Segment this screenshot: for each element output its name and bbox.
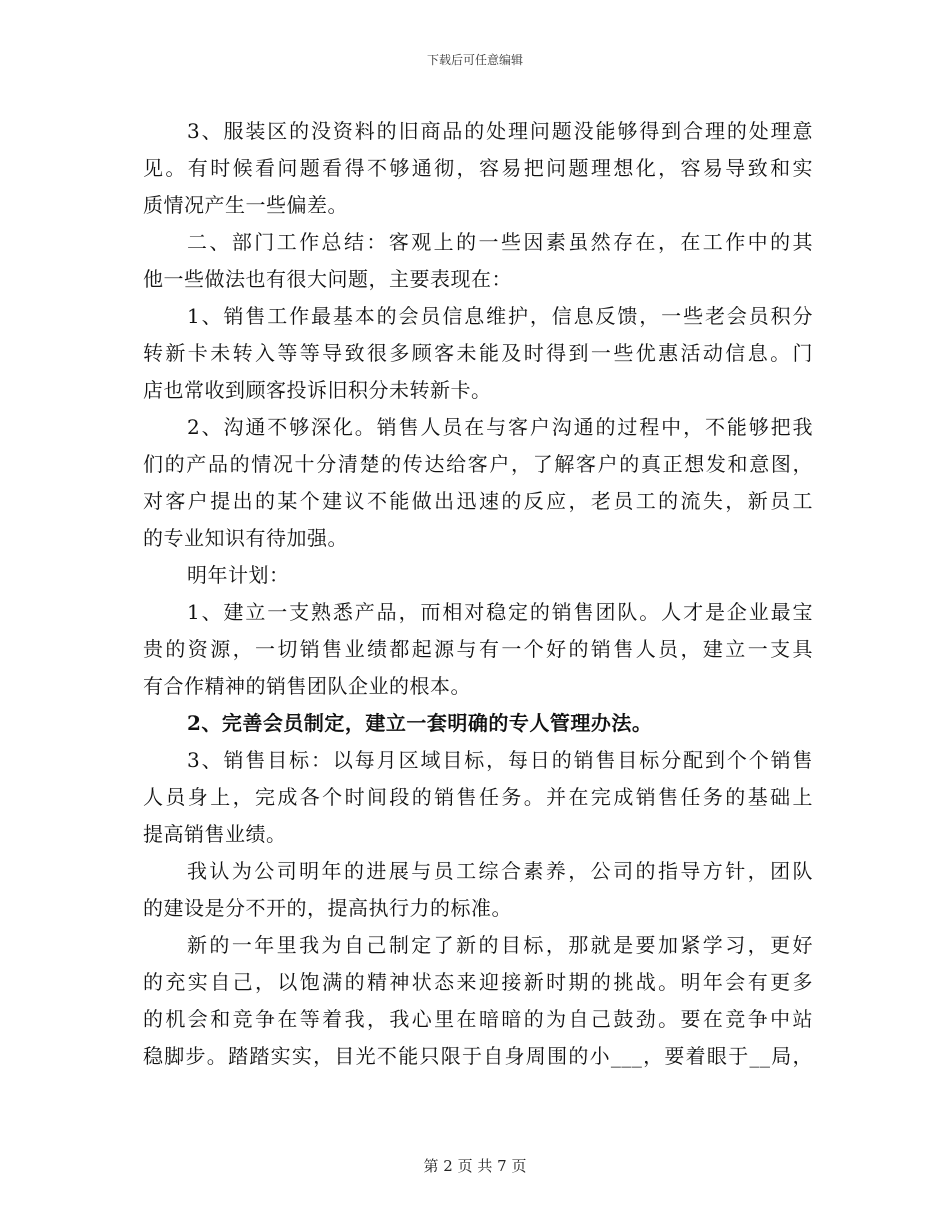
text-line: 有合作精神的销售团队企业的根本。: [143, 674, 471, 698]
paragraph-company-view: [143, 853, 813, 927]
text-line: 转新卡未转入等等导致很多顾客未能及时得到一些优惠活动信息。门: [143, 341, 813, 365]
paragraph-sales-target: [143, 742, 813, 853]
paragraph-member-system: [143, 705, 813, 742]
text-line: 的机会和竞争在等着我，我心里在暗暗的为自己鼓劲。要在竞争中站: [143, 1007, 813, 1031]
text-line: 1、销售工作最基本的会员信息维护，信息反馈，一些老会员积分: [187, 304, 813, 328]
text-line: 的充实自己，以饱满的精神状态来迎接新时期的挑战。明年会有更多: [143, 970, 813, 994]
text-line: 1、建立一支熟悉产品，而相对稳定的销售团队。人才是企业最宝: [187, 600, 813, 624]
text-line: 2、完善会员制定，建立一套明确的专人管理办法。: [187, 711, 653, 735]
paragraph-new-year-goal: [143, 927, 813, 1075]
text-line: 2、沟通不够深化。销售人员在与客户沟通的过程中，不能够把我: [187, 415, 813, 439]
paragraph-clothing-issue: [143, 113, 813, 224]
text-line: 二、部门工作总结：客观上的一些因素虽然存在，在工作中的其: [187, 230, 813, 254]
paragraph-member-info: [143, 298, 813, 409]
text-line: 3、销售目标：以每月区域目标，每日的销售目标分配到个个销售: [187, 748, 813, 772]
text-line: 见。有时候看问题看得不够通彻，容易把问题理想化，容易导致和实: [143, 156, 813, 180]
paragraph-communication: [143, 409, 813, 557]
text-line: 3、服装区的没资料的旧商品的处理问题没能够得到合理的处理意: [187, 119, 813, 143]
text-line: 新的一年里我为自己制定了新的目标，那就是要加紧学习，更好: [187, 933, 813, 957]
text-line: 质情况产生一些偏差。: [143, 193, 348, 217]
page-footer-page-number: 第 2 页 共 7 页: [423, 1157, 527, 1175]
text-line: 稳脚步。踏踏实实，目光不能只限于自身周围的小___，要着眼于__局，: [143, 1044, 813, 1068]
text-line: 的专业知识有待加强。: [143, 526, 348, 550]
document-body: [143, 113, 813, 1075]
text-line: 提高销售业绩。: [143, 822, 287, 846]
text-line: 们的产品的情况十分清楚的传达给客户，了解客户的真正想发和意图，: [143, 452, 813, 476]
text-line: 对客户提出的某个建议不能做出迅速的反应，老员工的流失，新员工: [143, 489, 813, 513]
paragraph-dept-summary: [143, 224, 813, 298]
text-line: 店也常收到顾客投诉旧积分未转新卡。: [143, 378, 492, 402]
text-line: 我认为公司明年的进展与员工综合素养，公司的指导方针，团队: [187, 859, 813, 883]
text-line: 的建设是分不开的，提高执行力的标准。: [143, 896, 512, 920]
text-line: 贵的资源，一切销售业绩都起源与有一个好的销售人员，建立一支具: [143, 637, 813, 661]
paragraph-sales-team: [143, 594, 813, 705]
text-line: 他一些做法也有很大问题，主要表现在：: [143, 267, 512, 291]
text-line: 明年计划：: [187, 563, 290, 587]
text-line: 人员身上，完成各个时间段的销售任务。并在完成销售任务的基础上: [143, 785, 813, 809]
paragraph-next-year-plan: [143, 557, 813, 594]
page-header-note: 下载后可任意编辑: [426, 53, 523, 67]
